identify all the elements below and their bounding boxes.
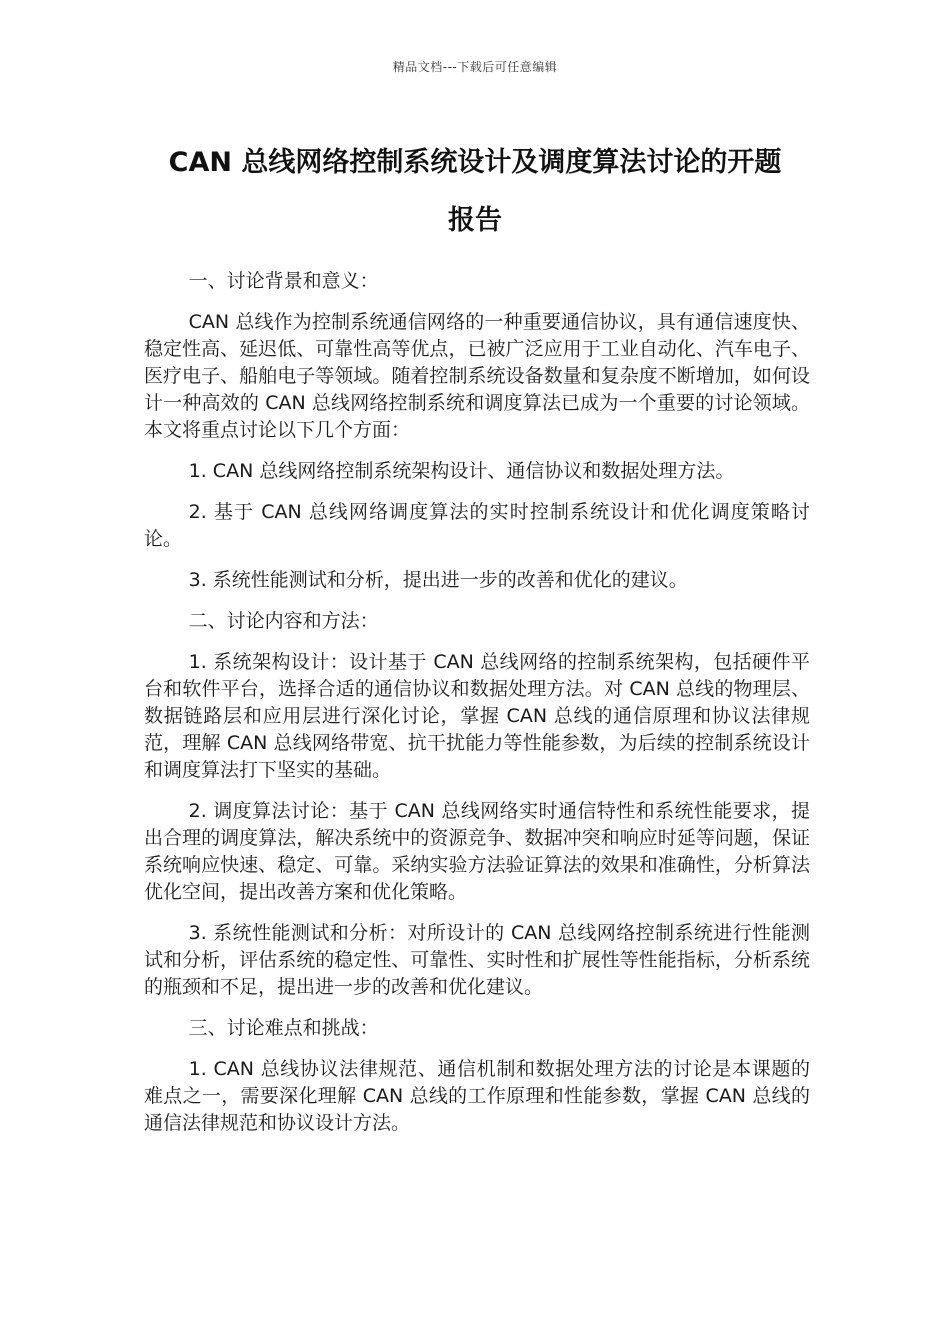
list-item-challenge-1: 1. CAN 总线协议法律规范、通信机制和数据处理方法的讨论是本课题的难点之一，需要深化理解 CAN 总线的工作原理和性能参数，掌握 CAN 总线的通信法律规范和协议设计方法。	[144, 1058, 810, 1134]
document-body	[144, 268, 810, 1151]
document-title	[130, 134, 820, 250]
section-heading-challenges: 三、讨论难点和挑战：	[188, 1017, 379, 1039]
list-item-content-1: 1. 系统架构设计：设计基于 CAN 总线网络的控制系统架构，包括硬件平台和软件平台，选择合适的通信协议和数据处理方法。对 CAN 总线的物理层、数据链路层和应用层进行深化讨论，掌握 CAN 总线的通信原理和协议法律规范，理解 CAN 总线网络带宽、抗干扰能力等性能参数，为后续的控制系统设计和调度算法打下坚实的基础。	[144, 651, 810, 781]
header-note: 精品文档---下载后可任意编辑	[392, 60, 558, 74]
section-heading-content: 二、讨论内容和方法：	[188, 610, 379, 632]
list-item-aspect-3: 3. 系统性能测试和分析，提出进一步的改善和优化的建议。	[188, 569, 688, 591]
title-line-2: 报告	[448, 205, 502, 236]
title-line-1: CAN 总线网络控制系统设计及调度算法讨论的开题	[168, 147, 782, 178]
paragraph-background: CAN 总线作为控制系统通信网络的一种重要通信协议，具有通信速度快、稳定性高、延迟低、可靠性高等优点，已被广泛应用于工业自动化、汽车电子、医疗电子、船舶电子等领域。随着控制系统设备数量和复杂度不断增加，如何设计一种高效的 CAN 总线网络控制系统和调度算法已成为一个重要的讨论领域。本文将重点讨论以下几个方面：	[144, 311, 810, 441]
section-heading-background: 一、讨论背景和意义：	[188, 270, 379, 292]
list-item-content-2: 2. 调度算法讨论：基于 CAN 总线网络实时通信特性和系统性能要求，提出合理的调度算法，解决系统中的资源竞争、数据冲突和响应时延等问题，保证系统响应快速、稳定、可靠。采纳实验方法验证算法的效果和准确性，分析算法优化空间，提出改善方案和优化策略。	[144, 800, 810, 903]
list-item-content-3: 3. 系统性能测试和分析：对所设计的 CAN 总线网络控制系统进行性能测试和分析，评估系统的稳定性、可靠性、实时性和扩展性等性能指标，分析系统的瓶颈和不足，提出进一步的改善和优化建议。	[144, 922, 810, 998]
list-item-aspect-1: 1. CAN 总线网络控制系统架构设计、通信协议和数据处理方法。	[188, 460, 735, 482]
list-item-aspect-2: 2. 基于 CAN 总线网络调度算法的实时控制系统设计和优化调度策略讨论。	[144, 501, 810, 550]
